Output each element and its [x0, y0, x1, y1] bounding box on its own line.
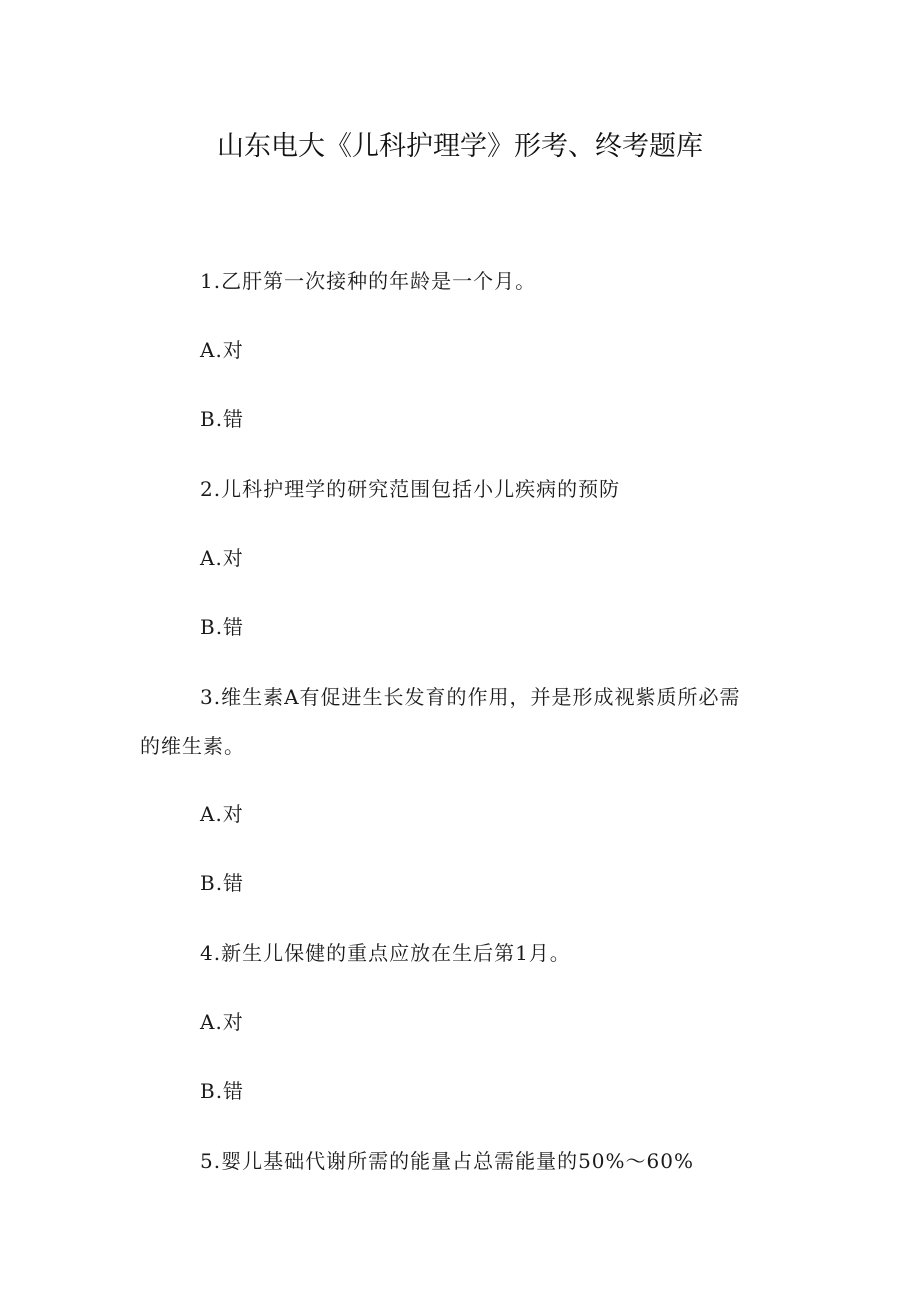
- question-4-option-a: A.对: [200, 1010, 244, 1034]
- question-3-option-a: A.对: [200, 802, 244, 826]
- question-4-stem: 4.新生儿保健的重点应放在生后第1月。: [200, 941, 571, 965]
- question-1-option-a: A.对: [200, 338, 244, 362]
- question-3-stem-line-1: 3.维生素A有促进生长发育的作用，并是形成视紫质所必需: [200, 685, 741, 709]
- question-3-option-b: B.错: [200, 871, 245, 895]
- question-1-stem: 1.乙肝第一次接种的年龄是一个月。: [200, 269, 537, 293]
- page-title: 山东电大《儿科护理学》形考、终考题库: [217, 131, 703, 162]
- question-2-stem: 2.儿科护理学的研究范围包括小儿疾病的预防: [200, 477, 621, 501]
- question-2-option-a: A.对: [200, 546, 244, 570]
- question-2-option-b: B.错: [200, 615, 245, 639]
- question-3-stem-line-2: 的维生素。: [140, 734, 245, 758]
- question-5-stem: 5.婴儿基础代谢所需的能量占总需能量的50%～60%: [200, 1149, 694, 1173]
- question-4-option-b: B.错: [200, 1079, 245, 1103]
- question-1-option-b: B.错: [200, 407, 245, 431]
